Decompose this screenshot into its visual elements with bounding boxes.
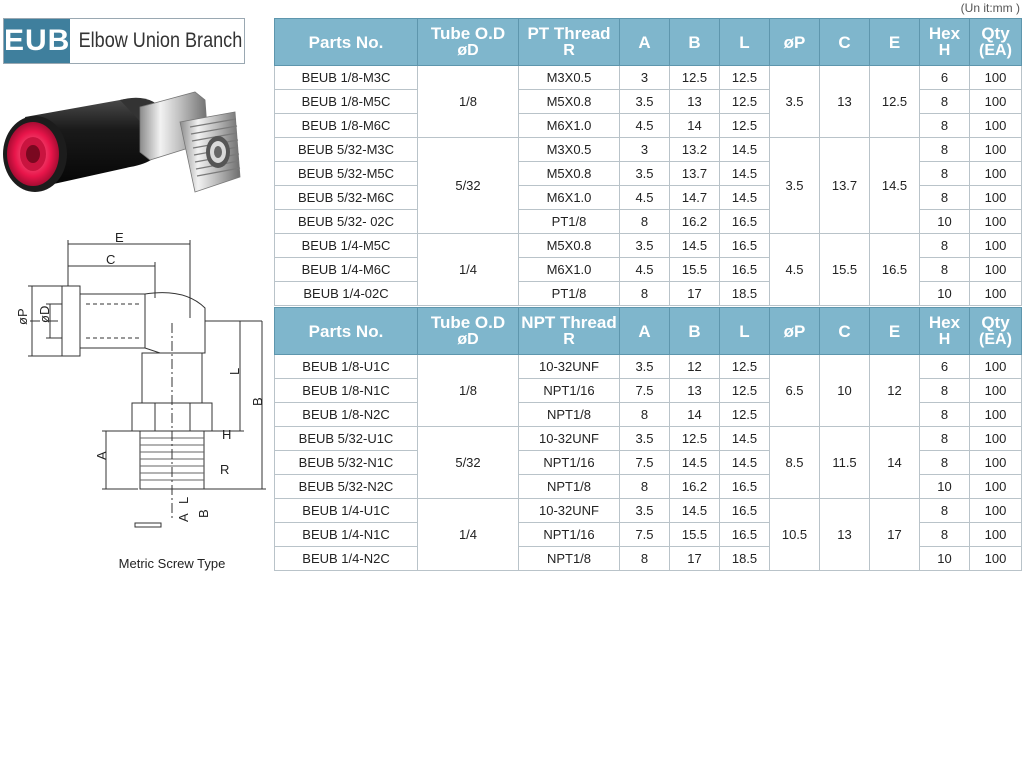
cell-l: 14.5 [720,427,770,451]
cell-b: 14 [670,114,720,138]
cell-a: 8 [620,403,670,427]
drawing-caption: Metric Screw Type [118,556,226,571]
col-header-c [820,308,870,355]
col-header-p-text: øP [783,321,806,341]
col-header-hex-text: H [938,331,951,348]
dim-label-p: øP [15,308,30,325]
cell-l: 16.5 [720,234,770,258]
cell-hex: 6 [920,66,970,90]
cell-qty: 100 [970,403,1022,427]
col-header-thread-text: R [563,331,575,348]
cell-part-no: BEUB 5/32-N1C [275,451,418,475]
cell-b: 14.7 [670,186,720,210]
cell-hex: 8 [920,138,970,162]
cell-l: 12.5 [720,90,770,114]
col-header-hex [920,308,970,355]
col-header-thread-text: PT Thread [527,24,611,43]
col-header-tube-text: Tube O.D [430,313,506,332]
cell-p: 10.5 [770,499,820,571]
cell-a: 8 [620,547,670,571]
col-header-a [620,19,670,66]
cell-thread: M5X0.8 [519,234,620,258]
col-header-e [870,308,920,355]
cell-hex: 8 [920,451,970,475]
cell-tube-od: 5/32 [418,138,519,234]
dim-label-l2: L [176,496,191,504]
cell-tube-od: 1/4 [418,234,519,306]
cell-e: 14.5 [870,138,920,234]
cell-thread: NPT1/8 [519,547,620,571]
table-row [275,499,1022,523]
table-row [275,66,1022,90]
cell-p: 4.5 [770,234,820,306]
pt-thread-spec-table [274,18,1022,306]
dim-label-c: C [106,252,116,267]
dim-label-d: øD [37,305,52,323]
col-header-thread [519,308,620,355]
cell-thread: M5X0.8 [519,90,620,114]
spec-tables [274,18,1021,571]
cell-part-no: BEUB 1/8-M3C [275,66,418,90]
cell-qty: 100 [970,114,1022,138]
cell-b: 16.2 [670,210,720,234]
cell-b: 14.5 [670,451,720,475]
cell-p: 3.5 [770,66,820,138]
cell-c: 11.5 [820,427,870,499]
col-header-l [720,308,770,355]
cell-b: 12.5 [670,66,720,90]
col-header-qty-text: Qty [981,24,1010,43]
cell-hex: 8 [920,379,970,403]
cell-l: 12.5 [720,403,770,427]
col-header-l-text: L [739,32,750,52]
product-code: EUB [4,19,70,63]
col-header-qty [970,308,1022,355]
cell-a: 3.5 [620,355,670,379]
cell-part-no: BEUB 1/4-N2C [275,547,418,571]
cell-hex: 10 [920,282,970,306]
cell-p: 3.5 [770,138,820,234]
cell-hex: 8 [920,114,970,138]
product-name: Elbow Union Branch [78,29,243,52]
col-header-thread-text: R [563,42,575,59]
cell-b: 17 [670,282,720,306]
cell-a: 3.5 [620,234,670,258]
cell-qty: 100 [970,499,1022,523]
product-title-badge [3,18,245,64]
cell-a: 7.5 [620,523,670,547]
cell-part-no: BEUB 5/32-U1C [275,427,418,451]
cell-qty: 100 [970,210,1022,234]
cell-qty: 100 [970,138,1022,162]
col-header-hex-text: Hex [928,313,961,332]
cell-hex: 8 [920,186,970,210]
cell-l: 14.5 [720,186,770,210]
cell-hex: 8 [920,499,970,523]
dim-label-b2: B [196,509,211,518]
col-header-thread-text: NPT Thread [521,313,617,332]
unit-note: (Un it:mm ) [960,1,1020,15]
cell-qty: 100 [970,523,1022,547]
cell-thread: NPT1/8 [519,475,620,499]
cell-a: 3.5 [620,427,670,451]
cell-qty: 100 [970,162,1022,186]
cell-hex: 10 [920,475,970,499]
cell-e: 14 [870,427,920,499]
cell-c: 13 [820,499,870,571]
col-header-p [770,308,820,355]
cell-part-no: BEUB 1/8-M5C [275,90,418,114]
table-row [275,355,1022,379]
table-row [275,138,1022,162]
cell-tube-od: 1/8 [418,355,519,427]
cell-a: 3.5 [620,162,670,186]
dim-label-h: H [222,427,232,442]
cell-part-no: BEUB 5/32-M3C [275,138,418,162]
cell-qty: 100 [970,379,1022,403]
cell-thread: NPT1/16 [519,451,620,475]
cell-hex: 8 [920,523,970,547]
cell-c: 10 [820,355,870,427]
cell-l: 16.5 [720,475,770,499]
cell-b: 17 [670,547,720,571]
cell-b: 12.5 [670,427,720,451]
cell-part-no: BEUB 1/4-N1C [275,523,418,547]
col-header-l [720,19,770,66]
cell-a: 7.5 [620,451,670,475]
cell-thread: M6X1.0 [519,186,620,210]
cell-hex: 10 [920,210,970,234]
cell-c: 13.7 [820,138,870,234]
cell-qty: 100 [970,451,1022,475]
cell-hex: 10 [920,547,970,571]
cell-b: 13 [670,90,720,114]
cell-part-no: BEUB 5/32-M5C [275,162,418,186]
cell-qty: 100 [970,258,1022,282]
dim-label-r: R [220,462,230,477]
cell-e: 12.5 [870,66,920,138]
col-header-b-text: B [688,321,701,341]
cell-b: 13.7 [670,162,720,186]
col-header-qty-text: Qty [981,313,1010,332]
cell-qty: 100 [970,427,1022,451]
col-header-qty [970,19,1022,66]
cell-a: 8 [620,282,670,306]
cell-b: 16.2 [670,475,720,499]
cell-qty: 100 [970,186,1022,210]
cell-l: 12.5 [720,66,770,90]
cell-part-no: BEUB 1/8-N1C [275,379,418,403]
col-header-part-text: Parts No. [308,32,384,52]
cell-l: 12.5 [720,355,770,379]
cell-b: 13 [670,379,720,403]
col-header-tube-text: øD [457,331,479,348]
cell-a: 4.5 [620,186,670,210]
npt-thread-spec-table [274,307,1022,571]
cell-qty: 100 [970,355,1022,379]
col-header-hex [920,19,970,66]
table-row [275,427,1022,451]
dim-label-e: E [115,230,124,245]
col-header-e-text: E [888,321,901,341]
cell-part-no: BEUB 5/32-M6C [275,186,418,210]
cell-hex: 8 [920,90,970,114]
cell-l: 18.5 [720,282,770,306]
cell-a: 3.5 [620,90,670,114]
col-header-hex-text: H [938,42,951,59]
cell-thread: M3X0.5 [519,66,620,90]
cell-a: 8 [620,475,670,499]
col-header-tube [418,19,519,66]
cell-l: 14.5 [720,451,770,475]
cell-thread: NPT1/16 [519,379,620,403]
cell-qty: 100 [970,234,1022,258]
cell-thread: PT1/8 [519,282,620,306]
col-header-e-text: E [888,32,901,52]
col-header-thread [519,19,620,66]
col-header-hex-text: Hex [928,24,961,43]
cell-e: 12 [870,355,920,427]
cell-part-no: BEUB 1/4-02C [275,282,418,306]
cell-a: 3.5 [620,499,670,523]
cell-thread: M5X0.8 [519,162,620,186]
cell-tube-od: 5/32 [418,427,519,499]
cell-thread: 10-32UNF [519,355,620,379]
cell-b: 15.5 [670,258,720,282]
cell-hex: 8 [920,162,970,186]
col-header-part [275,308,418,355]
col-header-a [620,308,670,355]
table-row [275,234,1022,258]
cell-qty: 100 [970,90,1022,114]
cell-thread: NPT1/8 [519,403,620,427]
cell-qty: 100 [970,475,1022,499]
header-row [275,308,1022,355]
cell-b: 12 [670,355,720,379]
col-header-part-text: Parts No. [308,321,384,341]
cell-qty: 100 [970,282,1022,306]
cell-l: 14.5 [720,162,770,186]
col-header-e [870,19,920,66]
cell-e: 17 [870,499,920,571]
cell-hex: 8 [920,234,970,258]
col-header-b-text: B [688,32,701,52]
cell-part-no: BEUB 1/4-U1C [275,499,418,523]
col-header-c-text: C [838,32,851,52]
cell-l: 12.5 [720,114,770,138]
col-header-b [670,308,720,355]
col-header-tube-text: Tube O.D [430,24,506,43]
cell-l: 14.5 [720,138,770,162]
cell-l: 18.5 [720,547,770,571]
cell-qty: 100 [970,66,1022,90]
cell-a: 4.5 [620,114,670,138]
cell-b: 14.5 [670,499,720,523]
cell-l: 16.5 [720,523,770,547]
col-header-a-text: A [638,321,651,341]
col-header-qty-text: (EA) [979,42,1012,59]
cell-b: 14 [670,403,720,427]
cell-qty: 100 [970,547,1022,571]
cell-thread: M6X1.0 [519,114,620,138]
cell-part-no: BEUB 1/4-M6C [275,258,418,282]
cell-hex: 8 [920,427,970,451]
cell-a: 4.5 [620,258,670,282]
col-header-p-text: øP [783,32,806,52]
cell-tube-od: 1/4 [418,499,519,571]
cell-hex: 8 [920,403,970,427]
cell-part-no: BEUB 1/8-U1C [275,355,418,379]
cell-part-no: BEUB 1/8-N2C [275,403,418,427]
col-header-part [275,19,418,66]
cell-thread: M3X0.5 [519,138,620,162]
cell-a: 8 [620,210,670,234]
cell-part-no: BEUB 5/32-N2C [275,475,418,499]
col-header-a-text: A [638,32,651,52]
cell-c: 15.5 [820,234,870,306]
cell-l: 16.5 [720,210,770,234]
dim-label-a2: A [176,513,191,522]
cell-part-no: BEUB 5/32- 02C [275,210,418,234]
cell-l: 12.5 [720,379,770,403]
col-header-tube-text: øD [457,42,479,59]
cell-b: 14.5 [670,234,720,258]
col-header-tube [418,308,519,355]
cell-p: 8.5 [770,427,820,499]
cell-tube-od: 1/8 [418,66,519,138]
dim-label-a: A [94,451,109,460]
dim-label-b: B [250,397,265,406]
cell-c: 13 [820,66,870,138]
col-header-p [770,19,820,66]
cell-hex: 6 [920,355,970,379]
cell-a: 7.5 [620,379,670,403]
dim-label-l: L [227,367,242,375]
cell-l: 16.5 [720,499,770,523]
cell-thread: PT1/8 [519,210,620,234]
col-header-c-text: C [838,321,851,341]
cell-b: 13.2 [670,138,720,162]
cell-hex: 8 [920,258,970,282]
col-header-b [670,19,720,66]
cell-a: 3 [620,138,670,162]
cell-b: 15.5 [670,523,720,547]
cell-part-no: BEUB 1/4-M5C [275,234,418,258]
product-photo [0,82,270,212]
cell-a: 3 [620,66,670,90]
col-header-qty-text: (EA) [979,331,1012,348]
col-header-c [820,19,870,66]
cell-l: 16.5 [720,258,770,282]
cell-thread: 10-32UNF [519,499,620,523]
col-header-l-text: L [739,321,750,341]
cell-p: 6.5 [770,355,820,427]
cell-part-no: BEUB 1/8-M6C [275,114,418,138]
cell-thread: 10-32UNF [519,427,620,451]
cell-thread: NPT1/16 [519,523,620,547]
cell-e: 16.5 [870,234,920,306]
header-row [275,19,1022,66]
dimension-drawing [0,228,270,528]
cell-thread: M6X1.0 [519,258,620,282]
